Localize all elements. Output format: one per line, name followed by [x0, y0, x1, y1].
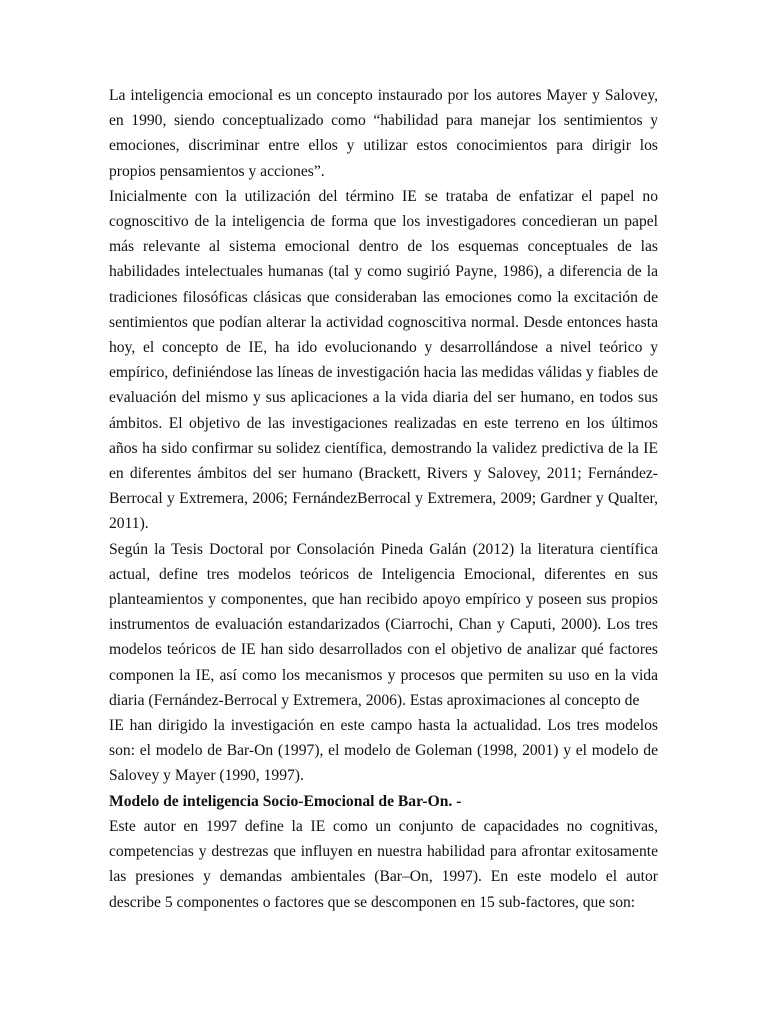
section-heading-bar-on: Modelo de inteligencia Socio-Emocional de Bar-On. -: [109, 792, 462, 810]
paragraph-models-list: IE han dirigido la investigación en este campo hasta la actualidad. Los tres modelos son: el modelo de Bar-On (1997), el modelo de Goleman (1998, 2001) y el modelo de Salovey y Mayer (1990, 1997).: [109, 717, 658, 785]
document-body: [109, 83, 658, 915]
paragraph-three-models: Según la Tesis Doctoral por Consolación Pineda Galán (2012) la literatura científica actual, define tres modelos teóricos de Inteligencia Emocional, diferentes en sus planteamientos y componentes, que han recibido apoyo empírico y poseen sus propios instrumentos de evaluación estandarizados (Ciarrochi, Chan y Caputi, 2000). Los tres modelos teóricos de IE han sido desarrollados con el objetivo de analizar qué factores componen la IE, así como los mecanismos y procesos que permiten su uso en la vida diaria (Fernández-Berrocal y Extremera, 2006). Estas aproximaciones al concepto de: [109, 540, 658, 709]
paragraph-ie-evolution: Inicialmente con la utilización del término IE se trataba de enfatizar el papel no cognoscitivo de la inteligencia de forma que los investigadores concedieran un papel más relevante al sistema emocional dentro de los esquemas conceptuales de las habilidades intelectuales humanas (tal y como sugirió Payne, 1986), a diferencia de la tradiciones filosóficas clásicas que consideraban las emociones como la excitación de sentimientos que podían alterar la actividad cognoscitiva normal. Desde entonces hasta hoy, el concepto de IE, ha ido evolucionando y desarrollándose a nivel teórico y empírico, definiéndose las líneas de investigación hacia las medidas válidas y fiables de evaluación del mismo y sus aplicaciones a la vida diaria del ser humano, en todos sus ámbitos. El objetivo de las investigaciones realizadas en este terreno en los últimos años ha sido confirmar su solidez científica, demostrando la validez predictiva de la IE en diferentes ámbitos del ser humano (Brackett, Rivers y Salovey, 2011; Fernández-Berrocal y Extremera, 2006; FernándezBerrocal y Extremera, 2009; Gardner y Qualter, 2011).: [109, 187, 658, 533]
paragraph-ie-definition: La inteligencia emocional es un concepto instaurado por los autores Mayer y Salovey, en 1990, siendo conceptualizado como “habilidad para manejar los sentimientos y emociones, discriminar entre ellos y utilizar estos conocimientos para dirigir los propios pensamientos y acciones”.: [109, 87, 658, 180]
paragraph-bar-on-definition: Este autor en 1997 define la IE como un conjunto de capacidades no cognitivas, competencias y destrezas que influyen en nuestra habilidad para afrontar exitosamente las presiones y demandas ambientales (Bar–On, 1997). En este modelo el autor describe 5 componentes o factores que se descomponen en 15 sub-factores, que son:: [109, 817, 658, 911]
